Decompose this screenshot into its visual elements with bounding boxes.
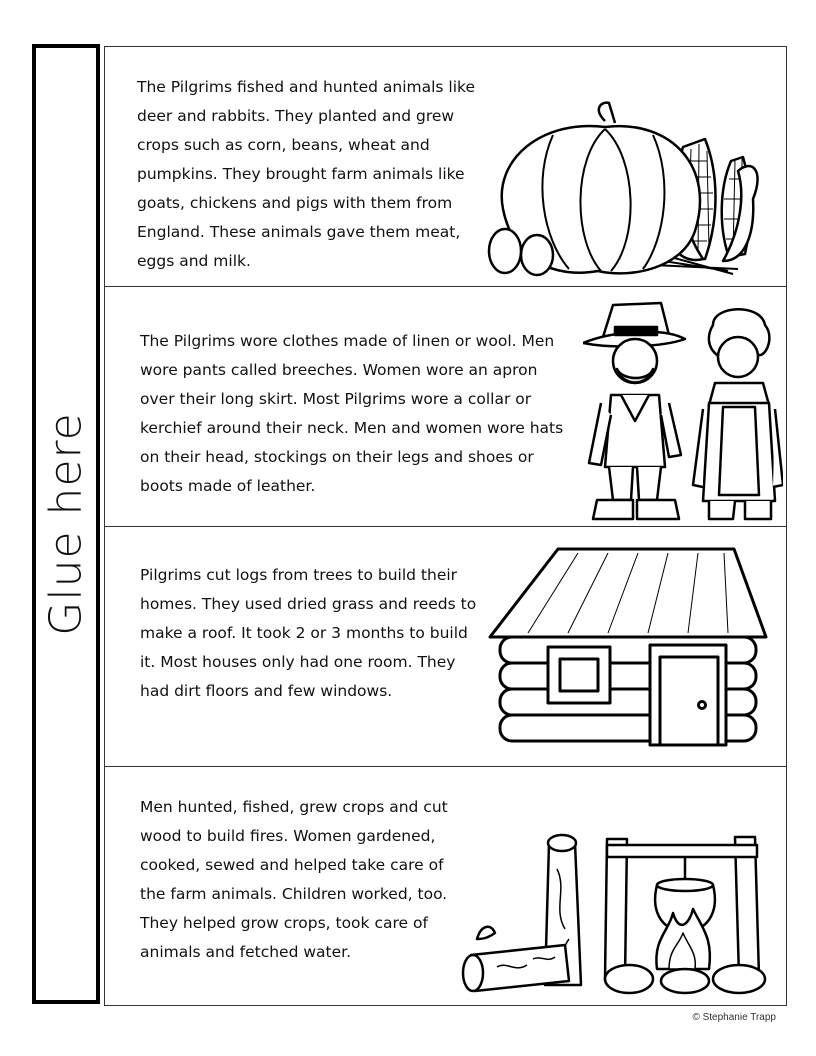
panel-text: The Pilgrims wore clothes made of linen or wool. Men wore pants called breeches. Women wore an apron over their long skirt. Most Pilgrims wore a collar or kerchief around their neck. Men and women wore hats on their head, stockings on their legs and shoes or boots made of leather.	[140, 332, 564, 495]
glue-label: Glue here	[40, 412, 92, 636]
copyright-text: © Stephanie Trapp	[692, 1012, 776, 1023]
panel-text: Pilgrims cut logs from trees to build their homes. They used dried grass and reeds to make a roof. It took 2 or 3 months to build it. Most houses only had one room. They had dirt floors and few windows.	[140, 566, 477, 700]
panel-food	[105, 47, 786, 287]
pumpkin-corn-eggs-icon	[483, 99, 763, 279]
panel-work	[105, 767, 786, 1007]
panel-homes	[105, 527, 786, 767]
panel-text: The Pilgrims fished and hunted animals like deer and rabbits. They planted and grew crops such as corn, beans, wheat and pumpkins. They brought farm animals like goats, chickens and pigs with them from England. These animals gave them meat, eggs and milk.	[137, 78, 476, 270]
campfire-pot-logs-icon	[457, 829, 777, 997]
log-cabin-icon	[488, 545, 768, 755]
panel-text: Men hunted, fished, grew crops and cut wood to build fires. Women gardened, cooked, sewed and helped take care of the farm animals. Children worked, too. They helped grow crops, took care of animals and fetched water.	[140, 798, 448, 961]
pilgrim-man-woman-icon	[583, 295, 783, 523]
panel-stack	[104, 46, 787, 1006]
panel-clothing	[105, 287, 786, 527]
